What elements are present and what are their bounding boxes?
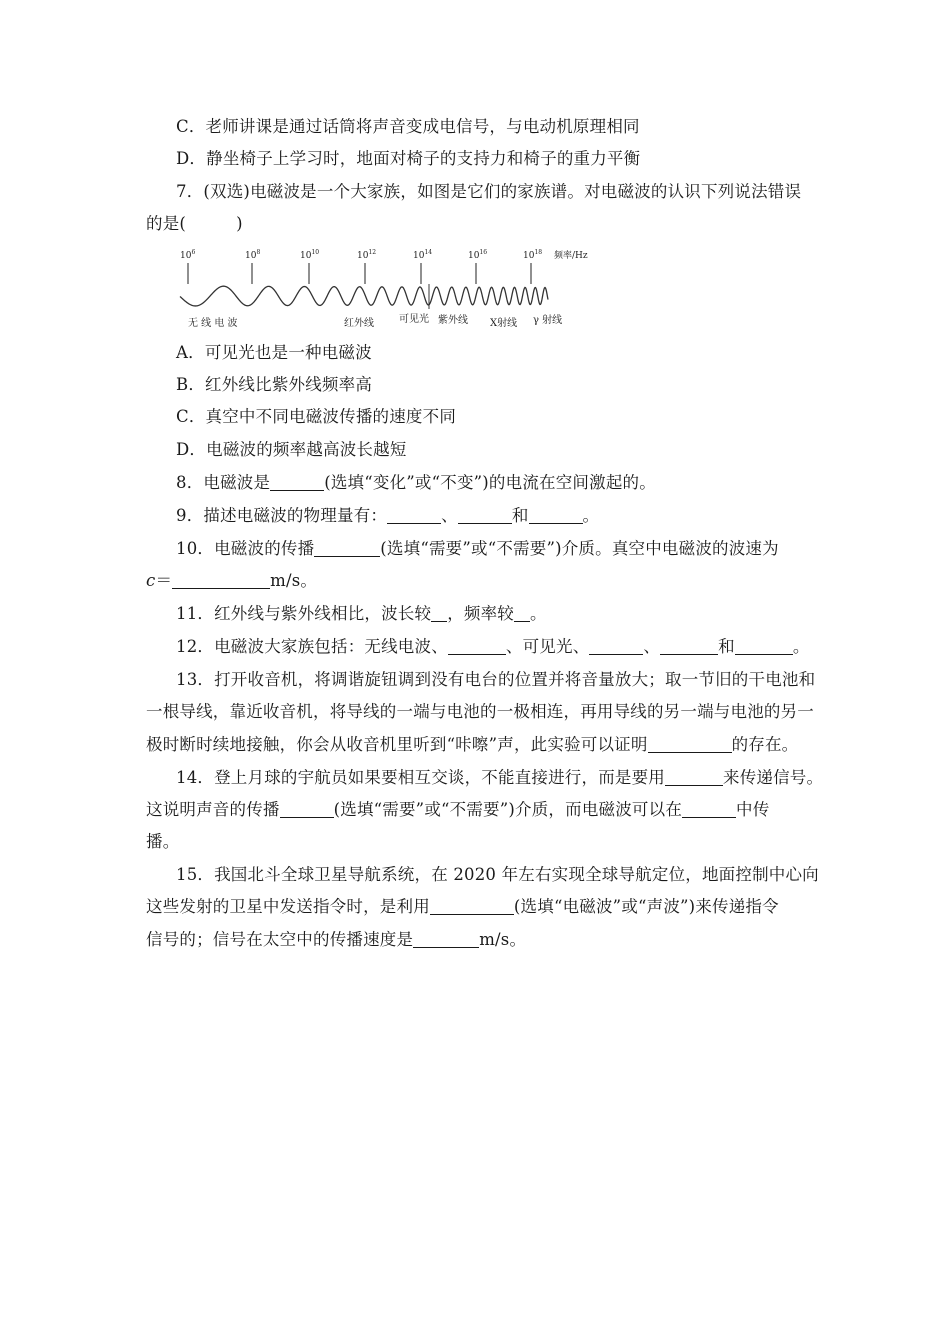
q10-blank-1[interactable] xyxy=(314,540,380,557)
q7-option-d: D．电磁波的频率越高波长越短 xyxy=(176,440,407,459)
q12-blank-1[interactable] xyxy=(448,638,506,655)
q7-option-b: B．红外线比紫外线频率高 xyxy=(176,375,373,394)
q12-line: 12．电磁波大家族包括：无线电波、 、可见光、 、 和 。 xyxy=(176,637,810,656)
tick-label-6: $10^{16}$ xyxy=(468,249,488,261)
band-label-radio: 无 线 电 波 xyxy=(188,318,238,329)
tick-label-1: $10^6$ xyxy=(180,249,196,261)
q14-blank-1[interactable] xyxy=(665,769,723,786)
q11-line: 11．红外线与紫外线相比，波长较 ，频率较 。 xyxy=(176,604,547,623)
q12-blank-2[interactable] xyxy=(589,638,643,655)
tick-label-3: $10^{10}$ xyxy=(300,249,320,261)
q14-line1: 14．登上月球的宇航员如果要相互交谈，不能直接进行，而是要用 来传递信号。 xyxy=(176,768,824,787)
q15-line3: 信号的；信号在太空中的传播速度是 m/s。 xyxy=(146,930,527,949)
band-label-xray: X射线 xyxy=(490,318,518,329)
q6-option-d: D．静坐椅子上学习时，地面对椅子的支持力和椅子的重力平衡 xyxy=(176,149,641,168)
q7-option-a: A．可见光也是一种电磁波 xyxy=(176,343,372,362)
q9-blank-2[interactable] xyxy=(458,507,512,524)
q6-option-c: C．老师讲课是通过话筒将声音变成电信号，与电动机原理相同 xyxy=(176,117,640,136)
q7-option-c: C．真空中不同电磁波传播的速度不同 xyxy=(176,407,457,426)
q14-blank-2[interactable] xyxy=(280,801,334,818)
q15-line2: 这些发射的卫星中发送指令时，是利用 (选填“电磁波”或“声波”)来传递指令 xyxy=(146,897,779,916)
q9-line: 9．描述电磁波的物理量有： 、 和 。 xyxy=(176,506,600,525)
q8-blank[interactable] xyxy=(270,474,324,491)
q13-line3: 极时断时续地接触，你会从收音机里听到“咔嚓”声，此实验可以证明 的存在。 xyxy=(146,735,799,754)
q10-line1: 10．电磁波的传播 (选填“需要”或“不需要”)介质。真空中电磁波的波速为 xyxy=(176,539,779,558)
band-label-visible: 可见光 xyxy=(399,314,429,325)
band-label-ultraviolet: 紫外线 xyxy=(438,315,468,326)
q7-stem-line2: 的是( ) xyxy=(146,214,243,233)
q13-blank[interactable] xyxy=(648,736,732,753)
q10-blank-2[interactable] xyxy=(172,572,270,589)
tick-label-5: $10^{14}$ xyxy=(413,249,433,261)
q9-blank-3[interactable] xyxy=(529,507,583,524)
tick-label-7: $10^{18}$ xyxy=(523,249,543,261)
q11-blank-2[interactable] xyxy=(514,605,530,622)
em-wave-curve xyxy=(180,286,548,306)
q12-blank-3[interactable] xyxy=(660,638,718,655)
em-spectrum-figure xyxy=(176,246,600,332)
frequency-unit-label: 频率/Hz xyxy=(554,251,588,261)
q11-blank-1[interactable] xyxy=(431,605,447,622)
q14-line2: 这说明声音的传播 (选填“需要”或“不需要”)介质，而电磁波可以在 中传 xyxy=(146,800,770,819)
band-label-gamma: γ 射线 xyxy=(533,315,563,326)
q15-line1: 15．我国北斗全球卫星导航系统，在 2020 年左右实现全球导航定位，地面控制中心向 xyxy=(176,865,819,884)
q13-line1: 13．打开收音机，将调谐旋钮调到没有电台的位置并将音量放大；取一节旧的干电池和 xyxy=(176,670,816,689)
q10-line2: c＝ m/s。 xyxy=(146,571,318,590)
q15-blank-2[interactable] xyxy=(413,931,479,948)
tick-label-4: $10^{12}$ xyxy=(357,249,377,261)
tick-label-2: $10^8$ xyxy=(245,249,261,261)
em-spectrum-diagram xyxy=(176,246,600,332)
q14-line3: 播。 xyxy=(146,832,180,851)
q8-line: 8．电磁波是 (选填“变化”或“不变”)的电流在空间激起的。 xyxy=(176,473,656,492)
q13-line2: 一根导线，靠近收音机，将导线的一端与电池的一极相连，再用导线的另一端与电池的另一 xyxy=(146,702,814,721)
q14-blank-3[interactable] xyxy=(682,801,736,818)
q12-blank-4[interactable] xyxy=(735,638,793,655)
q9-blank-1[interactable] xyxy=(387,507,441,524)
q15-blank-1[interactable] xyxy=(430,898,514,915)
q7-stem-line1: 7．(双选)电磁波是一个大家族，如图是它们的家族谱。对电磁波的认识下列说法错误 xyxy=(176,182,802,201)
band-label-infrared: 红外线 xyxy=(344,318,374,329)
